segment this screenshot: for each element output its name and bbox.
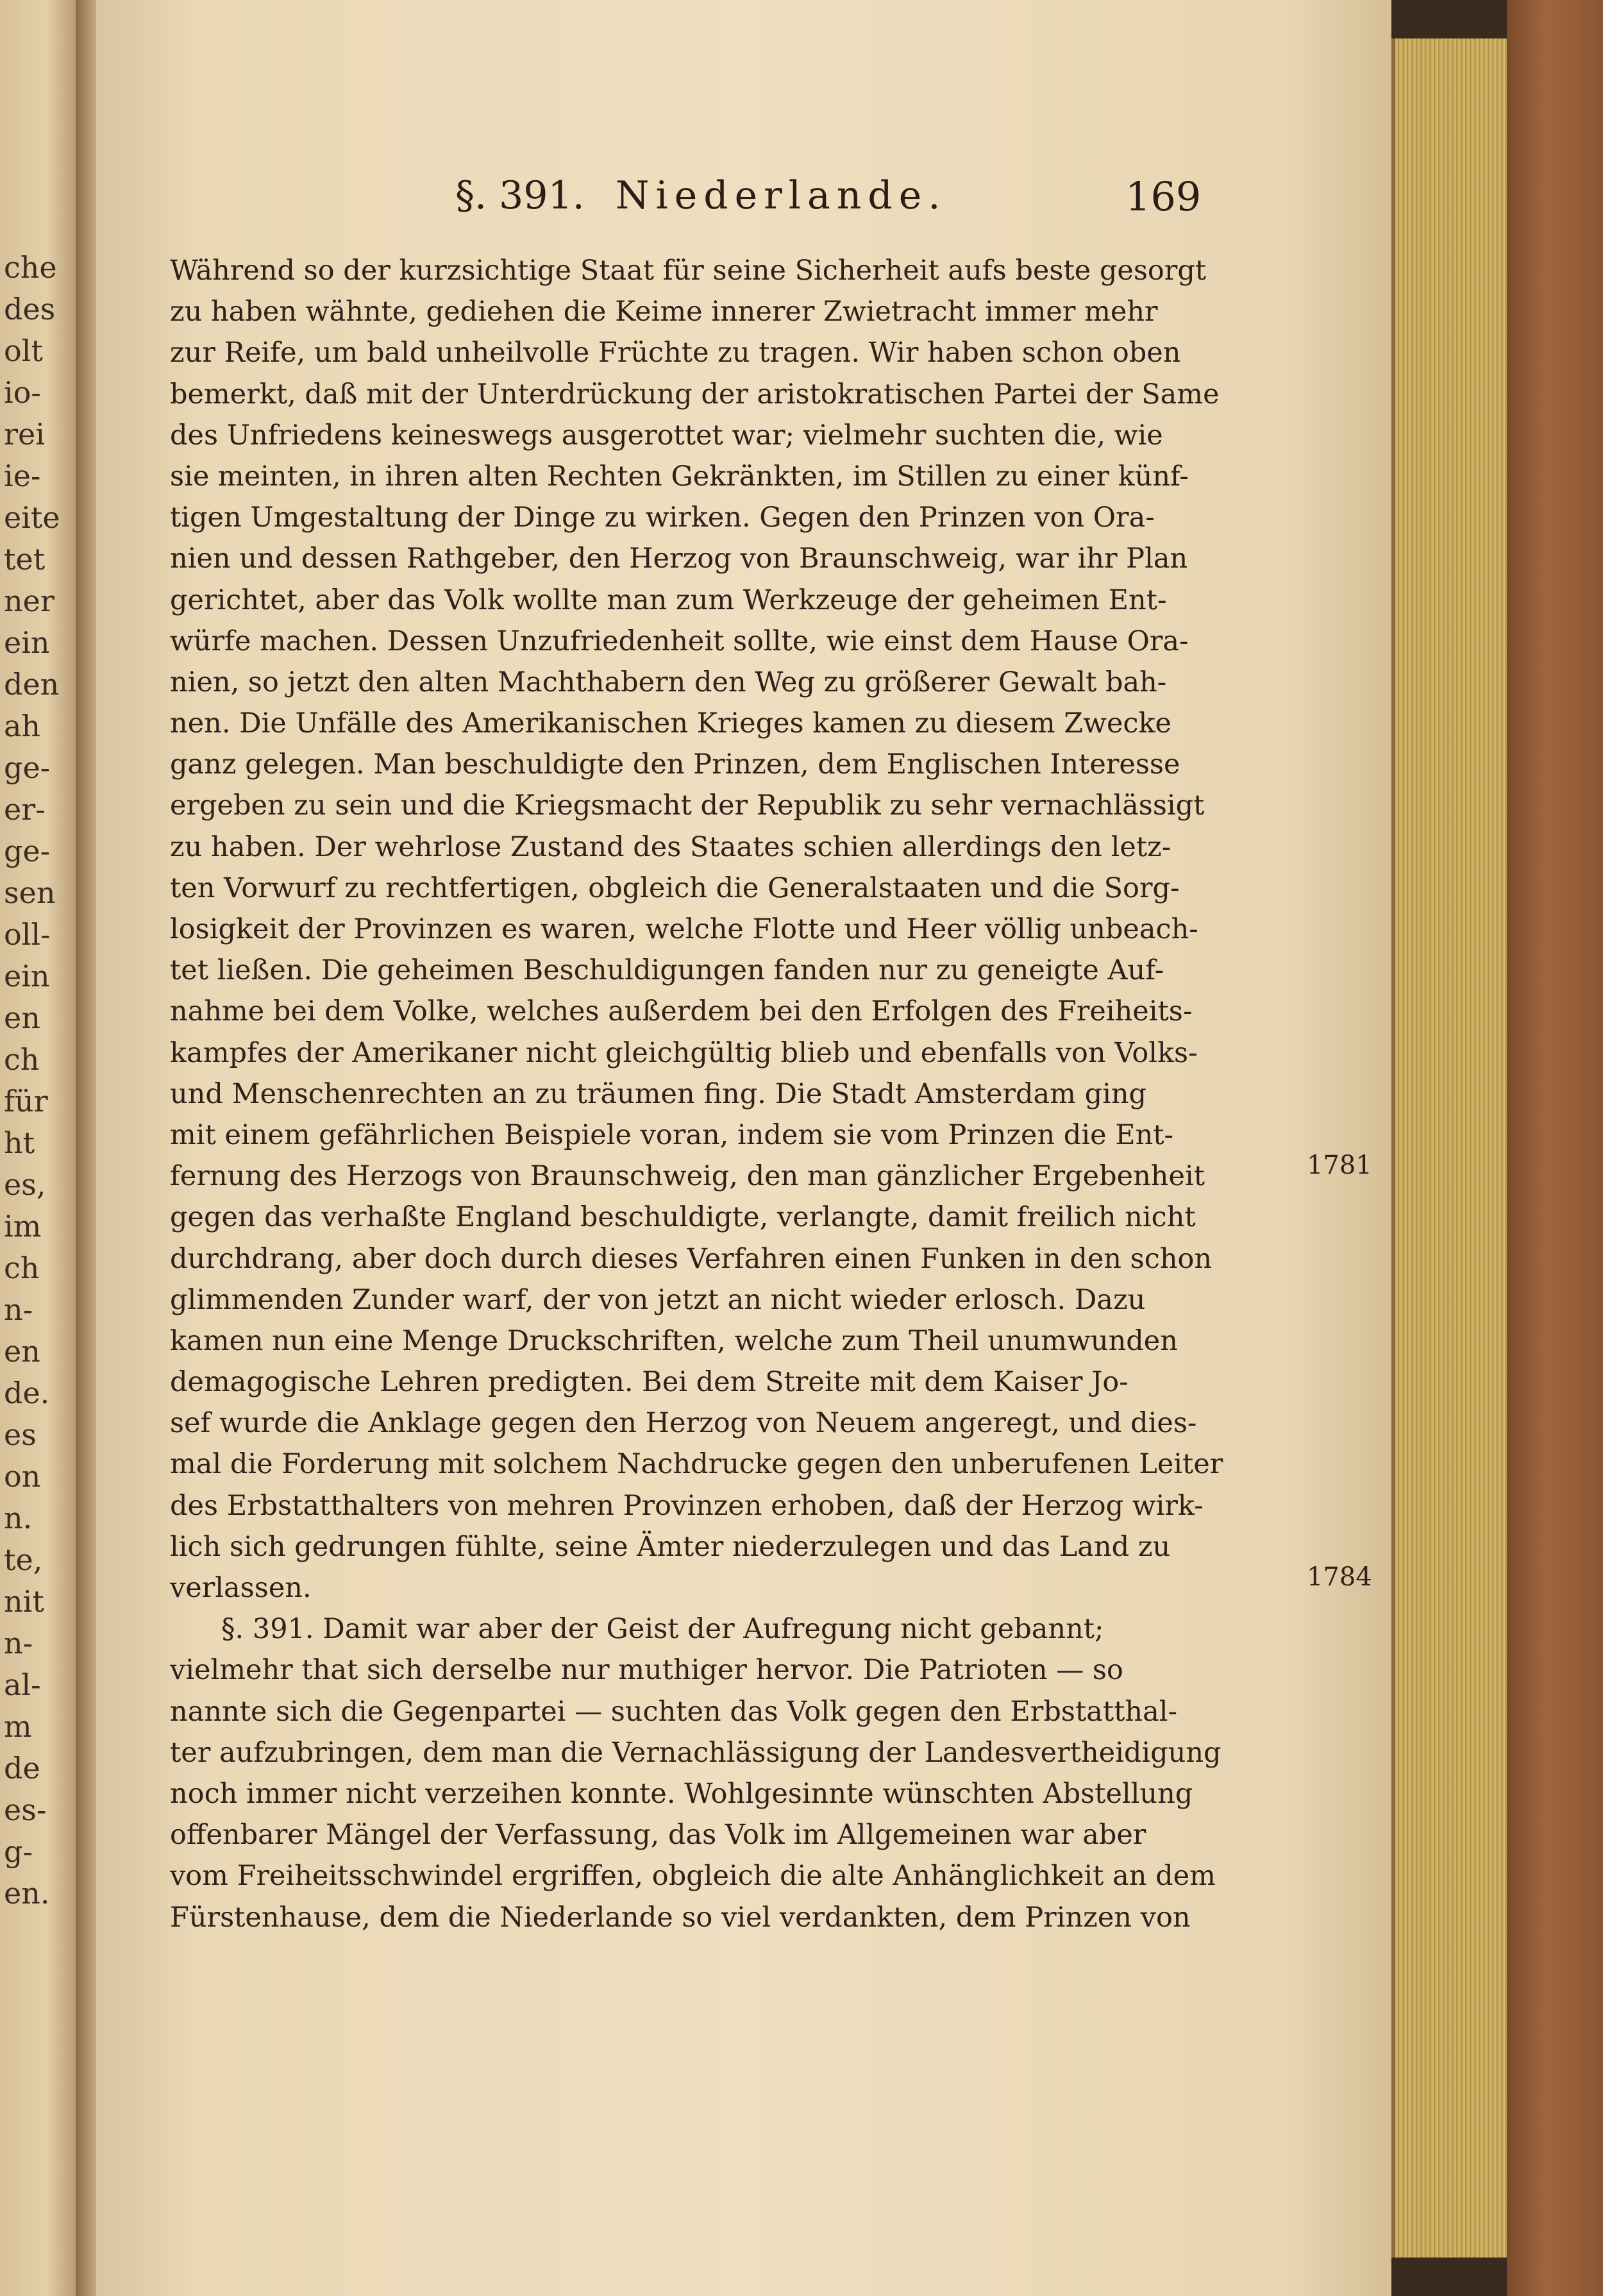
text-line: nien und dessen Rathgeber, den Herzog von Braunschweig, war ihr Plan (170, 543, 1188, 575)
left-page-line-fragment: g- (4, 1834, 33, 1869)
left-page-line-fragment: den (4, 667, 60, 702)
text-line: mit einem gefährlichen Beispiele voran, indem sie vom Prinzen die Ent- (170, 1118, 1174, 1151)
body-text (170, 250, 1305, 1938)
left-page-line-fragment: de (4, 1751, 40, 1785)
text-line: ter aufzubringen, dem man die Vernachlässigung der Landesvertheidigung (170, 1736, 1221, 1769)
left-page-line-fragment: im (4, 1209, 42, 1244)
left-page-line-fragment: ch (4, 1042, 40, 1077)
left-page-line-fragment: on (4, 1459, 41, 1494)
left-page-line-fragment: m (4, 1709, 32, 1744)
text-line: nen. Die Unfälle des Amerikanischen Krieges kamen zu diesem Zwecke (170, 707, 1171, 740)
text-line: würfe machen. Dessen Unzufriedenheit sollte, wie einst dem Hause Ora- (170, 625, 1189, 657)
running-header (96, 173, 1391, 231)
left-page-fragment (0, 0, 77, 2296)
left-page-line-fragment: en (4, 1000, 40, 1035)
left-page-line-fragment: tet (4, 542, 46, 577)
text-line: losigkeit der Provinzen es waren, welche Flotte und Heer völlig unbeach- (170, 913, 1198, 945)
text-line: sef wurde die Anklage gegen den Herzog von Neuem angeregt, und dies- (170, 1407, 1197, 1440)
text-line: ganz gelegen. Man beschuldigte den Prinzen, dem Englischen Interesse (170, 748, 1180, 781)
text-line: gegen das verhaßte England beschuldigte, verlangte, damit freilich nicht (170, 1201, 1196, 1234)
text-line: kampfes der Amerikaner nicht gleichgültig blieb und ebenfalls von Volks- (170, 1036, 1198, 1069)
left-page-line-fragment: ch (4, 1251, 40, 1285)
left-page-line-fragment: sen (4, 875, 56, 910)
left-page-line-fragment: ner (4, 584, 55, 618)
text-line: lich sich gedrungen fühlte, seine Ämter niederzulegen und das Land zu (170, 1530, 1171, 1563)
left-page-line-fragment: en. (4, 1876, 50, 1911)
text-line: und Menschenrechten an zu träumen fing. Die Stadt Amsterdam ging (170, 1077, 1147, 1110)
book-gutter (76, 0, 97, 2296)
text-line: zur Reife, um bald unheilvolle Früchte zu tragen. Wir haben schon oben (170, 337, 1181, 369)
left-page-line-fragment: ein (4, 625, 50, 660)
marginal-year-1781: 1781 (1307, 1151, 1372, 1180)
left-page-line-fragment: es (4, 1417, 37, 1452)
text-line: fernung des Herzogs von Braunschweig, den man gänzlicher Ergebenheit (170, 1160, 1205, 1193)
left-page-line-fragment: en (4, 1334, 40, 1369)
left-page-line-fragment: er- (4, 792, 46, 827)
left-page-line-fragment: des (4, 292, 56, 326)
text-line: nannte sich die Gegenpartei — suchten das Volk gegen den Erbstatthal- (170, 1695, 1178, 1728)
text-line: nahme bei dem Volke, welches außerdem bei den Erfolgen des Freiheits- (170, 995, 1193, 1028)
text-line: zu haben. Der wehrlose Zustand des Staates schien allerdings den letz- (170, 831, 1171, 863)
text-line: verlassen. (170, 1572, 312, 1604)
text-line: Fürstenhause, dem die Niederlande so viel verdankten, dem Prinzen von (170, 1901, 1191, 1934)
left-page-line-fragment: oll- (4, 917, 51, 952)
text-line: noch immer nicht verzeihen konnte. Wohlgesinnte wünschten Abstellung (170, 1777, 1193, 1810)
text-line: zu haben wähnte, gediehen die Keime innerer Zwietracht immer mehr (170, 296, 1158, 328)
left-page-line-fragment: che (4, 250, 57, 285)
text-line: des Unfriedens keineswegs ausgerottet war; vielmehr suchten die, wie (170, 419, 1163, 452)
text-line: tet ließen. Die geheimen Beschuldigungen fanden nur zu geneigte Auf- (170, 954, 1164, 987)
text-line: demagogische Lehren predigten. Bei dem Streite mit dem Kaiser Jo- (170, 1366, 1129, 1399)
left-page-line-fragment: de. (4, 1376, 50, 1410)
text-line: gerichtet, aber das Volk wollte man zum Werkzeuge der geheimen Ent- (170, 584, 1167, 616)
left-page-line-fragment: n- (4, 1292, 33, 1327)
text-line: ten Vorwurf zu rechtfertigen, obgleich die Generalstaaten und die Sorg- (170, 872, 1180, 904)
text-line: vielmehr that sich derselbe nur muthiger hervor. Die Patrioten — so (170, 1654, 1123, 1687)
left-page-line-fragment: n- (4, 1626, 33, 1660)
text-line: bemerkt, daß mit der Unterdrückung der aristokratischen Partei der Same (170, 378, 1220, 410)
text-line: ergeben zu sein und die Kriegsmacht der Republik zu sehr vernachlässigt (170, 789, 1205, 822)
left-page-line-fragment: io- (4, 375, 41, 410)
text-line: §. 391. Damit war aber der Geist der Aufregung nicht gebannt; (221, 1613, 1104, 1646)
left-page-line-fragment: rei (4, 417, 45, 452)
page-edges (1391, 38, 1511, 2258)
book-page (96, 0, 1391, 2296)
left-page-line-fragment: ge- (4, 834, 51, 868)
left-page-line-fragment: es, (4, 1167, 46, 1202)
page-number: 169 (1125, 173, 1202, 220)
header-section: §. 391. (455, 173, 585, 218)
left-page-line-fragment: nit (4, 1584, 44, 1619)
marginal-year-1784: 1784 (1307, 1562, 1372, 1592)
left-page-line-fragment: es- (4, 1793, 47, 1827)
left-page-line-fragment: ie- (4, 459, 41, 493)
text-line: kamen nun eine Menge Druckschriften, welche zum Theil unumwunden (170, 1324, 1178, 1357)
left-page-line-fragment: n. (4, 1501, 33, 1535)
left-page-line-fragment: te, (4, 1542, 43, 1577)
text-line: glimmenden Zunder warf, der von jetzt an nicht wieder erlosch. Dazu (170, 1283, 1146, 1316)
book-cover-edge (1507, 0, 1603, 2296)
text-line: mal die Forderung mit solchem Nachdrucke gegen den unberufenen Leiter (170, 1448, 1223, 1481)
text-line: vom Freiheitsschwindel ergriffen, obgleich die alte Anhänglichkeit an dem (170, 1860, 1216, 1893)
left-page-line-fragment: al- (4, 1667, 41, 1702)
left-page-line-fragment: ah (4, 709, 41, 743)
text-line: nien, so jetzt den alten Machthabern den Weg zu größerer Gewalt bah- (170, 666, 1167, 698)
text-line: Während so der kurzsichtige Staat für seine Sicherheit aufs beste gesorgt (170, 255, 1207, 287)
text-line: durchdrang, aber doch durch dieses Verfahren einen Funken in den schon (170, 1242, 1213, 1275)
left-page-line-fragment: ht (4, 1126, 35, 1160)
left-page-line-fragment: ge- (4, 750, 51, 785)
left-page-line-fragment: olt (4, 333, 43, 368)
header-title: Niederlande. (616, 173, 947, 218)
text-line: sie meinten, in ihren alten Rechten Gekränkten, im Stillen zu einer künf- (170, 460, 1189, 493)
left-page-line-fragment: für (4, 1084, 48, 1118)
text-line: tigen Umgestaltung der Dinge zu wirken. Gegen den Prinzen von Ora- (170, 502, 1155, 534)
left-page-line-fragment: eite (4, 500, 60, 535)
text-line: offenbarer Mängel der Verfassung, das Volk im Allgemeinen war aber (170, 1819, 1146, 1852)
left-page-line-fragment: ein (4, 959, 50, 993)
text-line: des Erbstatthalters von mehren Provinzen erhoben, daß der Herzog wirk- (170, 1489, 1204, 1522)
